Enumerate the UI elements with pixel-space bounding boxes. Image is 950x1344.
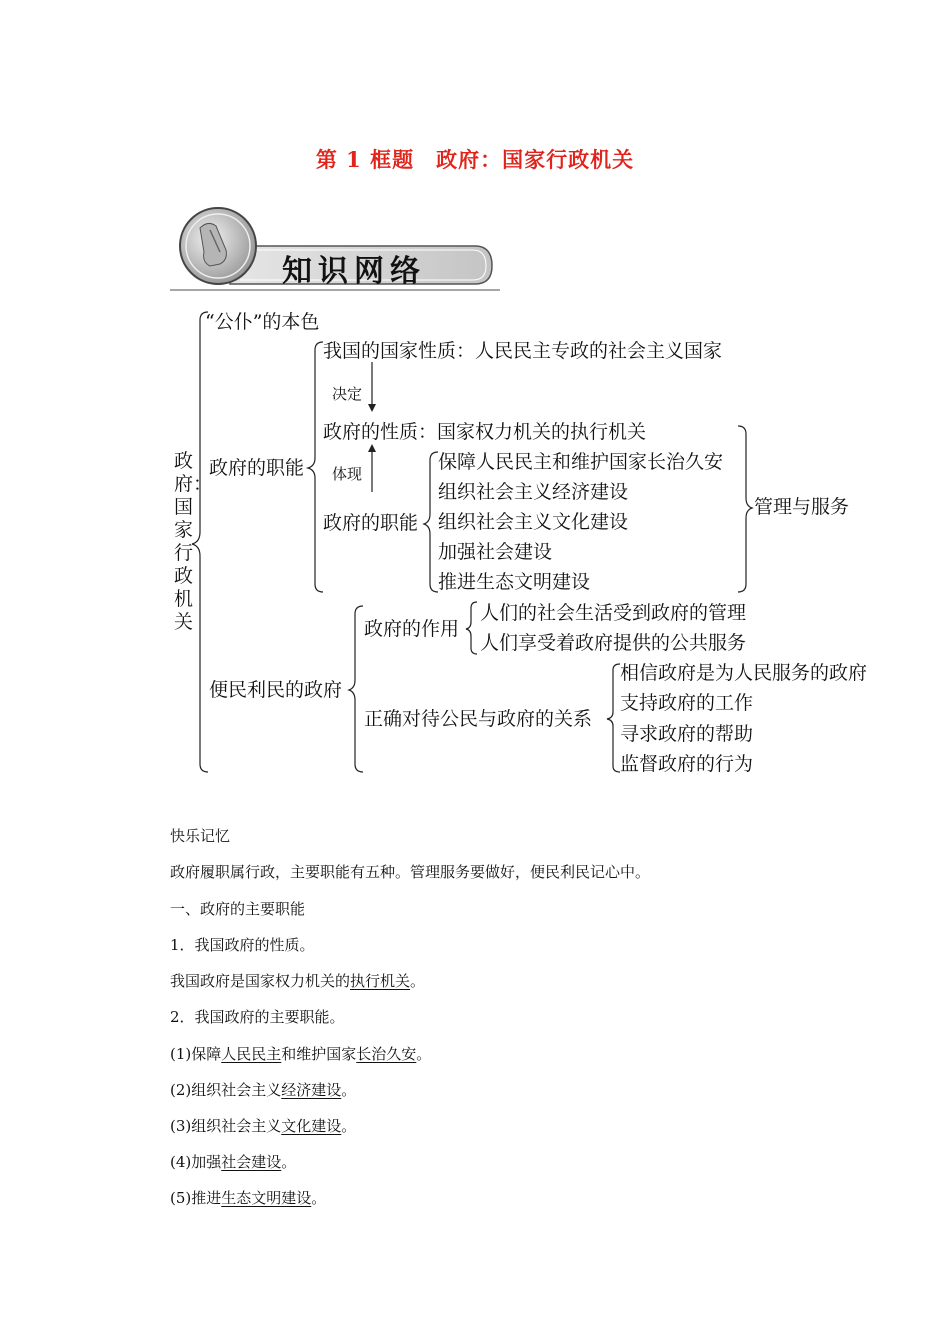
guanli-label: 管理与服务 xyxy=(754,496,850,518)
banner-text: 知识网络 xyxy=(282,254,426,289)
function-item: 保障人民民主和维护国家长治久安 xyxy=(438,451,724,473)
zuoyong-brace xyxy=(466,602,477,654)
kuaile-heading: 快乐记忆 xyxy=(170,827,231,845)
guanli-brace xyxy=(738,426,752,592)
section-heading: 一、政府的主要职能 xyxy=(170,900,306,918)
list-item xyxy=(170,1080,356,1100)
text-span: 。 xyxy=(341,1081,357,1099)
text-span: 。 xyxy=(311,1189,327,1207)
guanxi-brace xyxy=(607,664,620,772)
function-item: 组织社会主义经济建设 xyxy=(438,481,629,503)
text-span: (5)推进 xyxy=(170,1189,222,1207)
jueding-arrowhead xyxy=(368,404,376,412)
text-span: 我国政府是国家权力机关的 xyxy=(170,972,351,990)
underlined-answer: 长治久安 xyxy=(356,1045,417,1063)
bianmin-brace xyxy=(349,606,363,772)
underlined-answer: 生态文明建设 xyxy=(221,1189,312,1207)
function-item: 推进生态文明建设 xyxy=(438,571,591,593)
text-span: 。 xyxy=(410,972,426,990)
function-item: 组织社会主义文化建设 xyxy=(438,511,629,533)
zhineng-brace xyxy=(308,342,323,592)
underlined-answer: 社会建设 xyxy=(221,1153,282,1171)
memory-verse: 政府履职属行政，主要职能有五种。管理服务要做好，便民利民记心中。 xyxy=(170,863,651,881)
zhineng-label: 政府的职能 xyxy=(209,457,305,479)
guanxi-item: 支持政府的工作 xyxy=(620,692,754,714)
text-span: 。 xyxy=(416,1045,432,1063)
zhineng-inner-label: 政府的职能 xyxy=(323,512,419,534)
page-title: 第 1 框题 政府：国家行政机关 xyxy=(315,147,635,172)
guanxi-label: 正确对待公民与政府的关系 xyxy=(364,708,593,730)
text-span: 。 xyxy=(341,1117,357,1135)
text-span: 。 xyxy=(281,1153,297,1171)
functions-brace xyxy=(424,452,438,592)
text-span: 和维护国家 xyxy=(281,1045,357,1063)
paragraph: 2．我国政府的主要职能。 xyxy=(170,1008,345,1026)
paragraph: 1．我国政府的性质。 xyxy=(170,936,315,954)
text-span: (2)组织社会主义 xyxy=(170,1081,282,1099)
underlined-answer: 文化建设 xyxy=(281,1117,342,1135)
guanxi-item: 寻求政府的帮助 xyxy=(620,723,754,745)
jueding-label: 决定 xyxy=(332,385,363,403)
list-item xyxy=(170,1152,296,1172)
gongpu-label: “公仆”的本色 xyxy=(205,311,320,333)
guojia-xingzhi: 我国的国家性质：人民民主专政的社会主义国家 xyxy=(323,340,723,362)
text-span: (3)组织社会主义 xyxy=(170,1117,282,1135)
list-item xyxy=(170,1116,356,1136)
zhengfu-xingzhi: 政府的性质：国家权力机关的执行机关 xyxy=(323,421,647,443)
guanxi-item: 相信政府是为人民服务的政府 xyxy=(620,662,868,684)
tixian-arrowhead xyxy=(368,444,376,452)
guanxi-item: 监督政府的行为 xyxy=(620,753,754,775)
zuoyong-item: 人们享受着政府提供的公共服务 xyxy=(480,632,747,654)
underlined-answer: 执行机关 xyxy=(350,972,411,990)
zuoyong-item: 人们的社会生活受到政府的管理 xyxy=(480,602,747,624)
paragraph xyxy=(170,971,425,991)
list-item xyxy=(170,1044,431,1064)
tixian-label: 体现 xyxy=(332,465,363,483)
list-item xyxy=(170,1188,326,1208)
underlined-answer: 人民民主 xyxy=(221,1045,282,1063)
bianmin-label: 便民利民的政府 xyxy=(209,679,343,701)
underlined-answer: 经济建设 xyxy=(281,1081,342,1099)
mindmap-root: 政府：国家行政机关 xyxy=(174,450,213,633)
function-item: 加强社会建设 xyxy=(438,541,553,563)
text-span: (1)保障 xyxy=(170,1045,222,1063)
zuoyong-label: 政府的作用 xyxy=(364,618,460,640)
text-span: (4)加强 xyxy=(170,1153,222,1171)
